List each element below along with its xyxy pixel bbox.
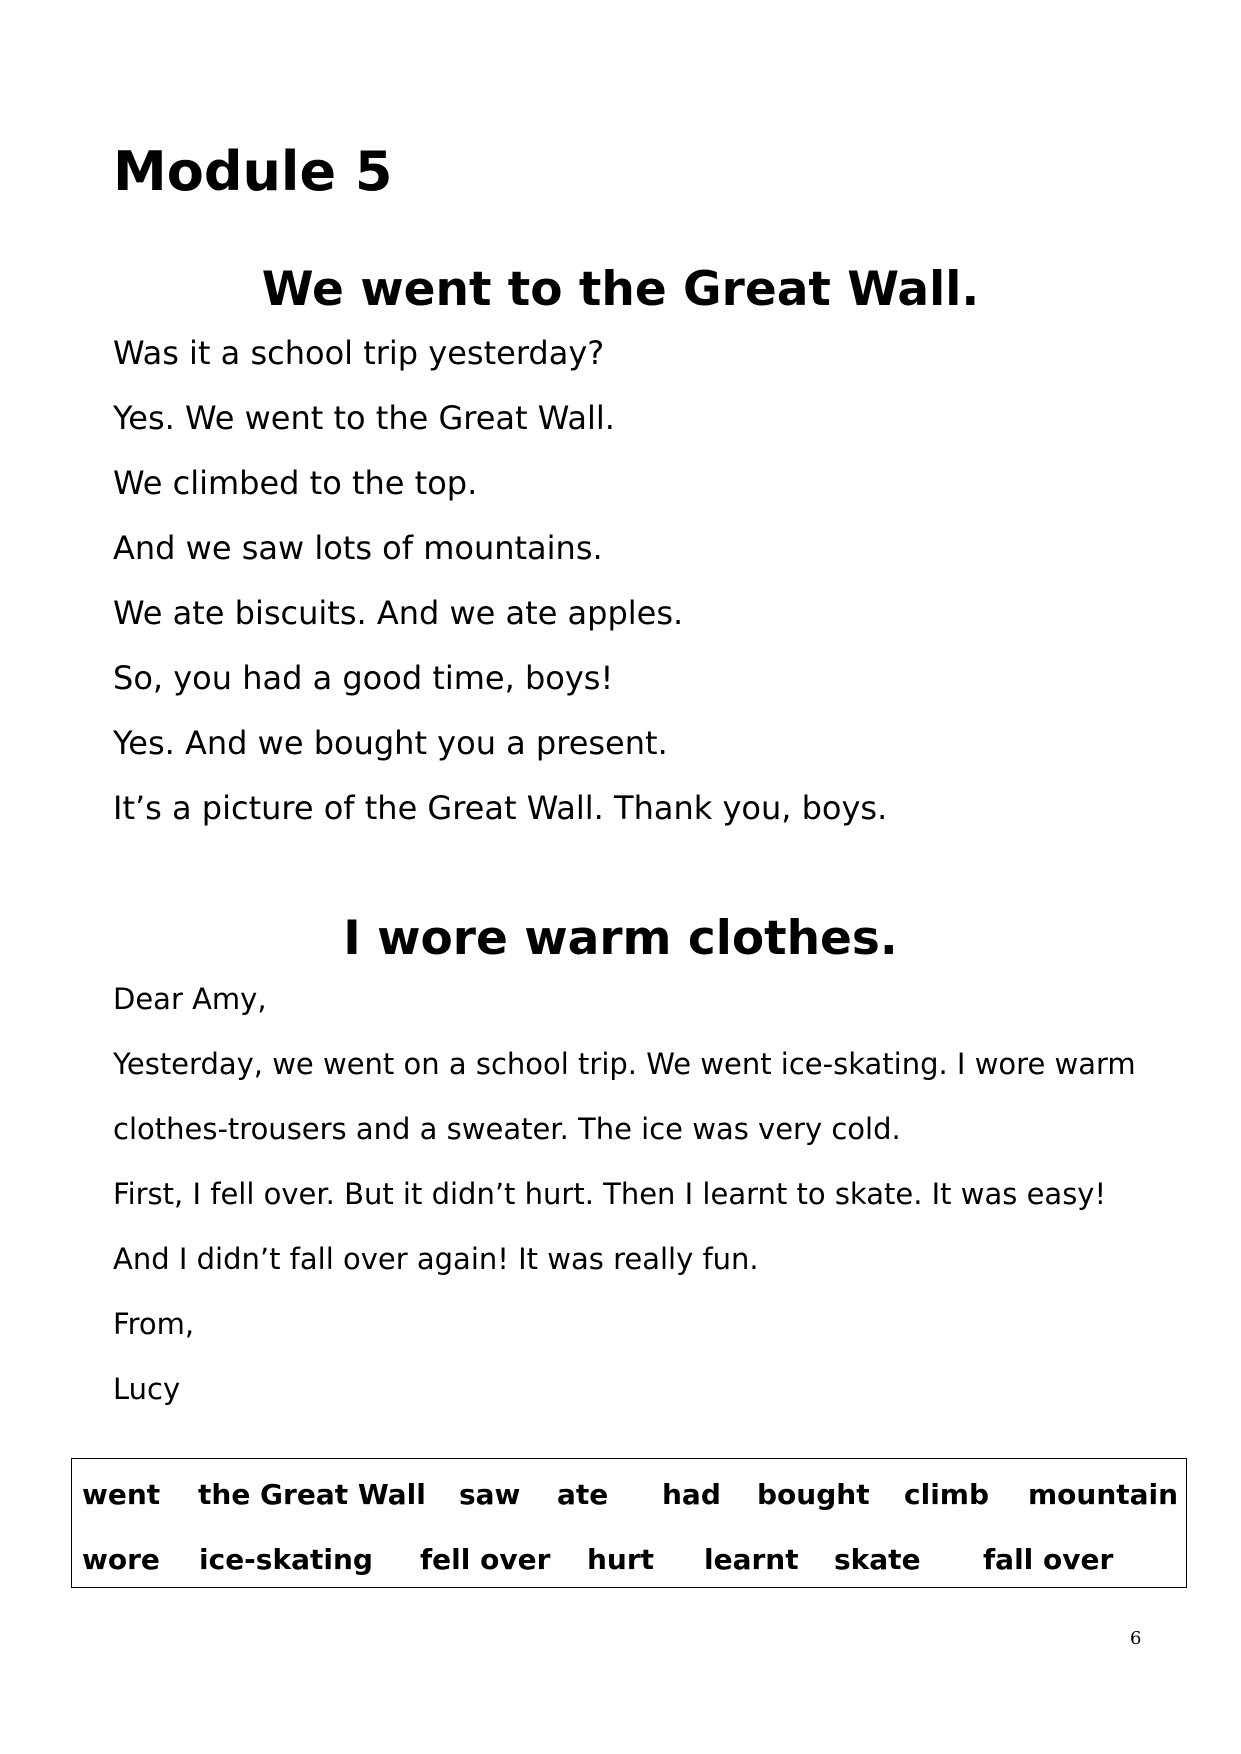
vocabulary-word: bought [757, 1478, 870, 1511]
letter-line: Lucy [113, 1372, 181, 1406]
vocabulary-word: ate [557, 1478, 609, 1511]
letter-line: Yesterday, we went on a school trip. We went ice-skating. I wore warm [113, 1047, 1136, 1081]
section-heading-warm-clothes: I wore warm clothes. [343, 911, 898, 966]
letter-line: Dear Amy, [113, 982, 267, 1016]
vocabulary-word: had [662, 1478, 721, 1511]
vocabulary-word: learnt [704, 1543, 799, 1576]
dialogue-line: It’s a picture of the Great Wall. Thank you, boys. [113, 789, 888, 827]
letter-text [113, 982, 1136, 1440]
dialogue-line: We ate biscuits. And we ate apples. [113, 594, 684, 632]
vocabulary-word: hurt [587, 1543, 655, 1576]
dialogue-line: Yes. And we bought you a present. [113, 724, 668, 762]
letter-line: First, I fell over. But it didn’t hurt. Then I learnt to skate. It was easy! [113, 1177, 1107, 1211]
dialogue-line: And we saw lots of mountains. [113, 529, 603, 567]
letter-line: From, [113, 1307, 195, 1341]
dialogue-text [113, 334, 888, 857]
vocabulary-word: mountain [1028, 1478, 1179, 1511]
vocabulary-word: fall over [983, 1543, 1114, 1576]
dialogue-line: We climbed to the top. [113, 464, 478, 502]
vocabulary-word: skate [834, 1543, 921, 1576]
page-title: Module 5 [113, 140, 393, 203]
vocabulary-word: fell over [420, 1543, 551, 1576]
vocabulary-word: climb [904, 1478, 990, 1511]
vocabulary-box [71, 1458, 1187, 1588]
page-number: 6 [1130, 1628, 1142, 1649]
vocabulary-word: the Great Wall [198, 1478, 426, 1511]
letter-line: clothes-trousers and a sweater. The ice was very cold. [113, 1112, 901, 1146]
vocabulary-word: wore [82, 1543, 160, 1576]
vocabulary-word: ice-skating [199, 1543, 373, 1576]
letter-line: And I didn’t fall over again! It was really fun. [113, 1242, 759, 1276]
dialogue-line: Was it a school trip yesterday? [113, 334, 605, 372]
vocabulary-word: saw [459, 1478, 521, 1511]
vocabulary-word: went [82, 1478, 161, 1511]
section-heading-great-wall: We went to the Great Wall. [261, 262, 980, 317]
dialogue-line: Yes. We went to the Great Wall. [113, 399, 615, 437]
dialogue-line: So, you had a good time, boys! [113, 659, 614, 697]
